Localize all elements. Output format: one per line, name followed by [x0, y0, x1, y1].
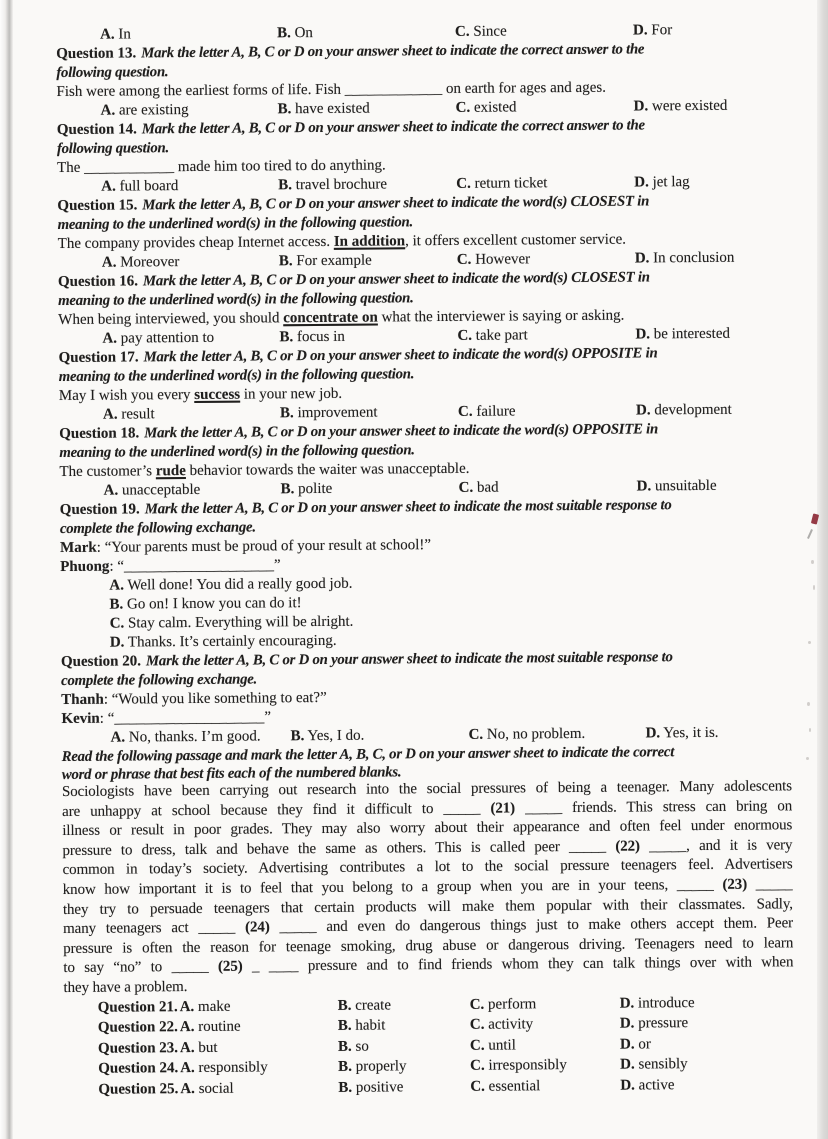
option-c: C. However — [456, 251, 531, 268]
option-d: D. pressure — [619, 1015, 689, 1032]
option-a: A. routine — [179, 1018, 241, 1036]
option-a: A. full board — [101, 178, 179, 195]
option-c: C. activity — [469, 1016, 534, 1033]
option-d: D. or — [619, 1035, 651, 1053]
option-c: C. until — [469, 1036, 516, 1054]
question-14-heading-2: following question. — [56, 140, 170, 158]
question-16-heading-2: meaning to the underlined word(s) in the following question. — [58, 290, 414, 310]
question-17-sentence: May I wish you every success in your new job. — [58, 385, 343, 405]
option-b: B. properly — [338, 1058, 407, 1075]
option-c: C. Since — [454, 23, 507, 40]
question-17-label: Question 17. — [58, 349, 139, 367]
question-18-label: Question 18. — [59, 425, 140, 443]
option-a: A. unacceptable — [103, 481, 201, 499]
option-b: B. travel brochure — [278, 176, 388, 194]
passage-text: _____, and it is very — [639, 837, 793, 855]
question-13-instruction: Mark the letter A, B, C or D on your answer sheet to indicate the correct answer to the — [141, 41, 645, 62]
option-a: A. pay attention to — [102, 329, 215, 347]
option-a: A. but — [179, 1039, 218, 1056]
option-a: A. result — [102, 406, 155, 423]
option-d: D. development — [635, 401, 732, 419]
option-a: A. Moreover — [101, 254, 180, 271]
option-d: D. unsuitable — [636, 477, 717, 495]
option-d: D. were existed — [633, 97, 728, 115]
option-b: B. On — [276, 25, 313, 42]
question-15-instruction: Mark the letter A, B, C or D on your answer sheet to indicate the word(s) CLOSEST in — [142, 193, 650, 214]
option-d: D. Yes, it is. — [645, 724, 719, 742]
question-15-label: Question 15. — [57, 197, 138, 215]
underlined-phrase: In addition — [333, 233, 406, 250]
option-b: B. so — [337, 1038, 369, 1055]
option-b: B. polite — [280, 480, 333, 498]
question-18-instruction: Mark the letter A, B, C or D on your answer sheet to indicate the word(s) OPPOSITE in — [144, 421, 659, 442]
question-16-sentence: When being interviewed, you should concentrate on what the interviewer is saying or asking. — [58, 307, 625, 329]
question-13-sentence: Fish were among the earliest forms of life. Fish _____________ on earth for ages and ages. — [56, 79, 607, 101]
passage-text: pressure to dress, talk and behave the same as others. This is called peer _____ — [62, 838, 616, 859]
question-20-dialog-2: Kevin: “____________________” — [61, 709, 272, 728]
question-17-instruction: Mark the letter A, B, C or D on your answer sheet to indicate the word(s) OPPOSITE in — [143, 345, 658, 366]
underlined-phrase: concentrate on — [283, 309, 378, 327]
option-c: C. perform — [469, 995, 537, 1013]
option-b: B. create — [337, 996, 392, 1014]
question-14-sentence: The ____________ made him too tired to do anything. — [57, 157, 386, 177]
speaker-name: Phuong — [60, 558, 110, 576]
question-19-dialog-1: Mark: “Your parents must be proud of your result at school!” — [60, 537, 432, 557]
option-c: C. bad — [458, 479, 499, 496]
option-a: A. responsibly — [180, 1059, 268, 1077]
question-14-label: Question 14. — [56, 121, 137, 139]
question-19-response-c: C. Stay calm. Everything will be alright. — [109, 613, 354, 632]
question-19-response-b: B. Go on! I know you can do it! — [109, 595, 302, 613]
question-13-heading-2: following question. — [56, 64, 169, 82]
option-a: A. make — [179, 998, 231, 1015]
question-15-heading-2: meaning to the underlined word(s) in the following question. — [57, 214, 413, 234]
option-d: D. In conclusion — [634, 249, 735, 267]
question-24-label: Question 24. — [98, 1060, 179, 1077]
option-c: C. failure — [457, 403, 516, 420]
option-c: C. irresponsibly — [470, 1057, 567, 1074]
option-c: C. take part — [457, 327, 528, 344]
question-14-instruction: Mark the letter A, B, C or D on your answer sheet to indicate the correct answer to the — [141, 117, 645, 138]
passage-text: they try to persuade teenagers that certain products will make them popular with their classmates. Sadly, — [62, 895, 793, 918]
blank-number: (21) — [490, 800, 516, 817]
passage-text: know how important it is to feel that you belong to a group when you are in your teens, _____ — [62, 876, 723, 898]
blank-number: (22) — [615, 838, 640, 855]
option-b: B. habit — [337, 1017, 386, 1034]
option-c: C. return ticket — [456, 175, 548, 192]
question-16-label: Question 16. — [57, 273, 139, 291]
question-25-label: Question 25. — [98, 1080, 179, 1098]
option-d: D. For — [632, 22, 673, 39]
question-19-label: Question 19. — [59, 501, 140, 519]
blank-number: (23) — [722, 876, 748, 893]
reading-instruction-2: word or phrase that best fits each of the numbered blanks. — [61, 763, 402, 783]
passage-text: _____ and even do dangerous things just to make others accept them. Peer — [269, 915, 794, 936]
option-a: A. are existing — [100, 101, 189, 119]
passage-text: illness or result in poor grades. They may also worry about their appearance and often feel under enormous — [62, 817, 793, 840]
passage-text: are unhappy at school because they find it difficult to _____ — [62, 800, 491, 820]
speaker-name: Mark — [60, 539, 97, 557]
option-d: D. jet lag — [634, 174, 690, 191]
option-c: C. No, no problem. — [468, 725, 586, 743]
option-d: D. be interested — [635, 325, 731, 343]
question-19-instruction: Mark the letter A, B, C or D on your answer sheet to indicate the most suitable response to — [144, 497, 672, 518]
option-a: A. No, thanks. I’m good. — [110, 728, 261, 746]
option-c: C. essential — [470, 1077, 541, 1095]
blank-number: (25) — [217, 958, 243, 976]
passage-text: many teenagers act _____ — [62, 919, 246, 938]
option-c: C. existed — [455, 99, 517, 116]
speaker-name: Kevin — [61, 710, 100, 728]
passage-text: _____ — [746, 876, 793, 893]
blank-number: (24) — [245, 919, 270, 936]
question-19-heading-2: complete the following exchange. — [59, 519, 256, 538]
option-b: B. improvement — [279, 404, 378, 422]
passage-text: Sociologists have been carrying out research into the social pressures of being a teenager. Many adolescents — [61, 778, 793, 801]
option-d: D. sensibly — [620, 1056, 688, 1073]
question-20-label: Question 20. — [60, 653, 142, 671]
passage-text: to say “no” to _____ — [63, 959, 219, 977]
speaker-name: Thanh — [61, 691, 104, 709]
question-19-response-d: D. Thanks. It’s certainly encouraging. — [109, 632, 337, 651]
question-20-dialog-1: Thanh: “Would you like something to eat?” — [61, 689, 327, 709]
question-22-label: Question 22. — [97, 1019, 178, 1036]
option-d: D. active — [620, 1076, 675, 1094]
underlined-phrase: success — [194, 386, 241, 403]
option-b: B. Yes, I do. — [290, 727, 365, 745]
passage-text: they have a problem. — [63, 978, 188, 996]
question-20-instruction: Mark the letter A, B, C or D on your answer sheet to indicate the most suitable response to — [145, 649, 673, 670]
passage-text: pressure is often the reason for teenage smoking, drug abuse or dangerous driving. Teenagers need to learn — [63, 935, 794, 957]
option-b: B. focus in — [279, 328, 345, 346]
question-15-sentence: The company provides cheap Internet access. In addition, it offers excellent customer service. — [57, 231, 627, 253]
option-b: B. positive — [338, 1078, 404, 1096]
question-18-sentence: The customer’s rude behavior towards the waiter was unacceptable. — [59, 460, 470, 481]
question-20-heading-2: complete the following exchange. — [61, 671, 258, 690]
reading-instruction-1: Read the following passage and mark the letter A, B, C, or D on your answer sheet to indicate the correct — [61, 744, 675, 766]
question-23-label: Question 23. — [97, 1039, 179, 1057]
option-d: D. introduce — [619, 994, 695, 1012]
question-17-heading-2: meaning to the underlined word(s) in the following question. — [58, 366, 415, 386]
option-a: A. In — [99, 26, 131, 43]
passage-text: common in today’s society. Advertising contributes a lot to the social pressure teenagers feel. Advertisers — [62, 856, 793, 879]
passage-text: _____ friends. This stress can bring on — [514, 797, 793, 817]
question-21-label: Question 21. — [97, 998, 178, 1016]
question-19-dialog-2: Phuong: “____________________” — [60, 557, 281, 576]
underlined-phrase: rude — [155, 463, 186, 480]
option-a: A. social — [180, 1080, 234, 1097]
question-16-instruction: Mark the letter A, B, C or D on your answer sheet to indicate the word(s) CLOSEST in — [142, 269, 650, 290]
question-13-label: Question 13. — [56, 45, 137, 63]
option-b: B. have existed — [277, 100, 370, 118]
option-b: B. For example — [278, 252, 372, 270]
question-19-response-a: A. Well done! You did a really good job. — [109, 575, 353, 594]
passage-text: _ ____ pressure and to find friends whom they can talk things over with when — [242, 954, 794, 975]
question-18-heading-2: meaning to the underlined word(s) in the following question. — [59, 442, 415, 462]
